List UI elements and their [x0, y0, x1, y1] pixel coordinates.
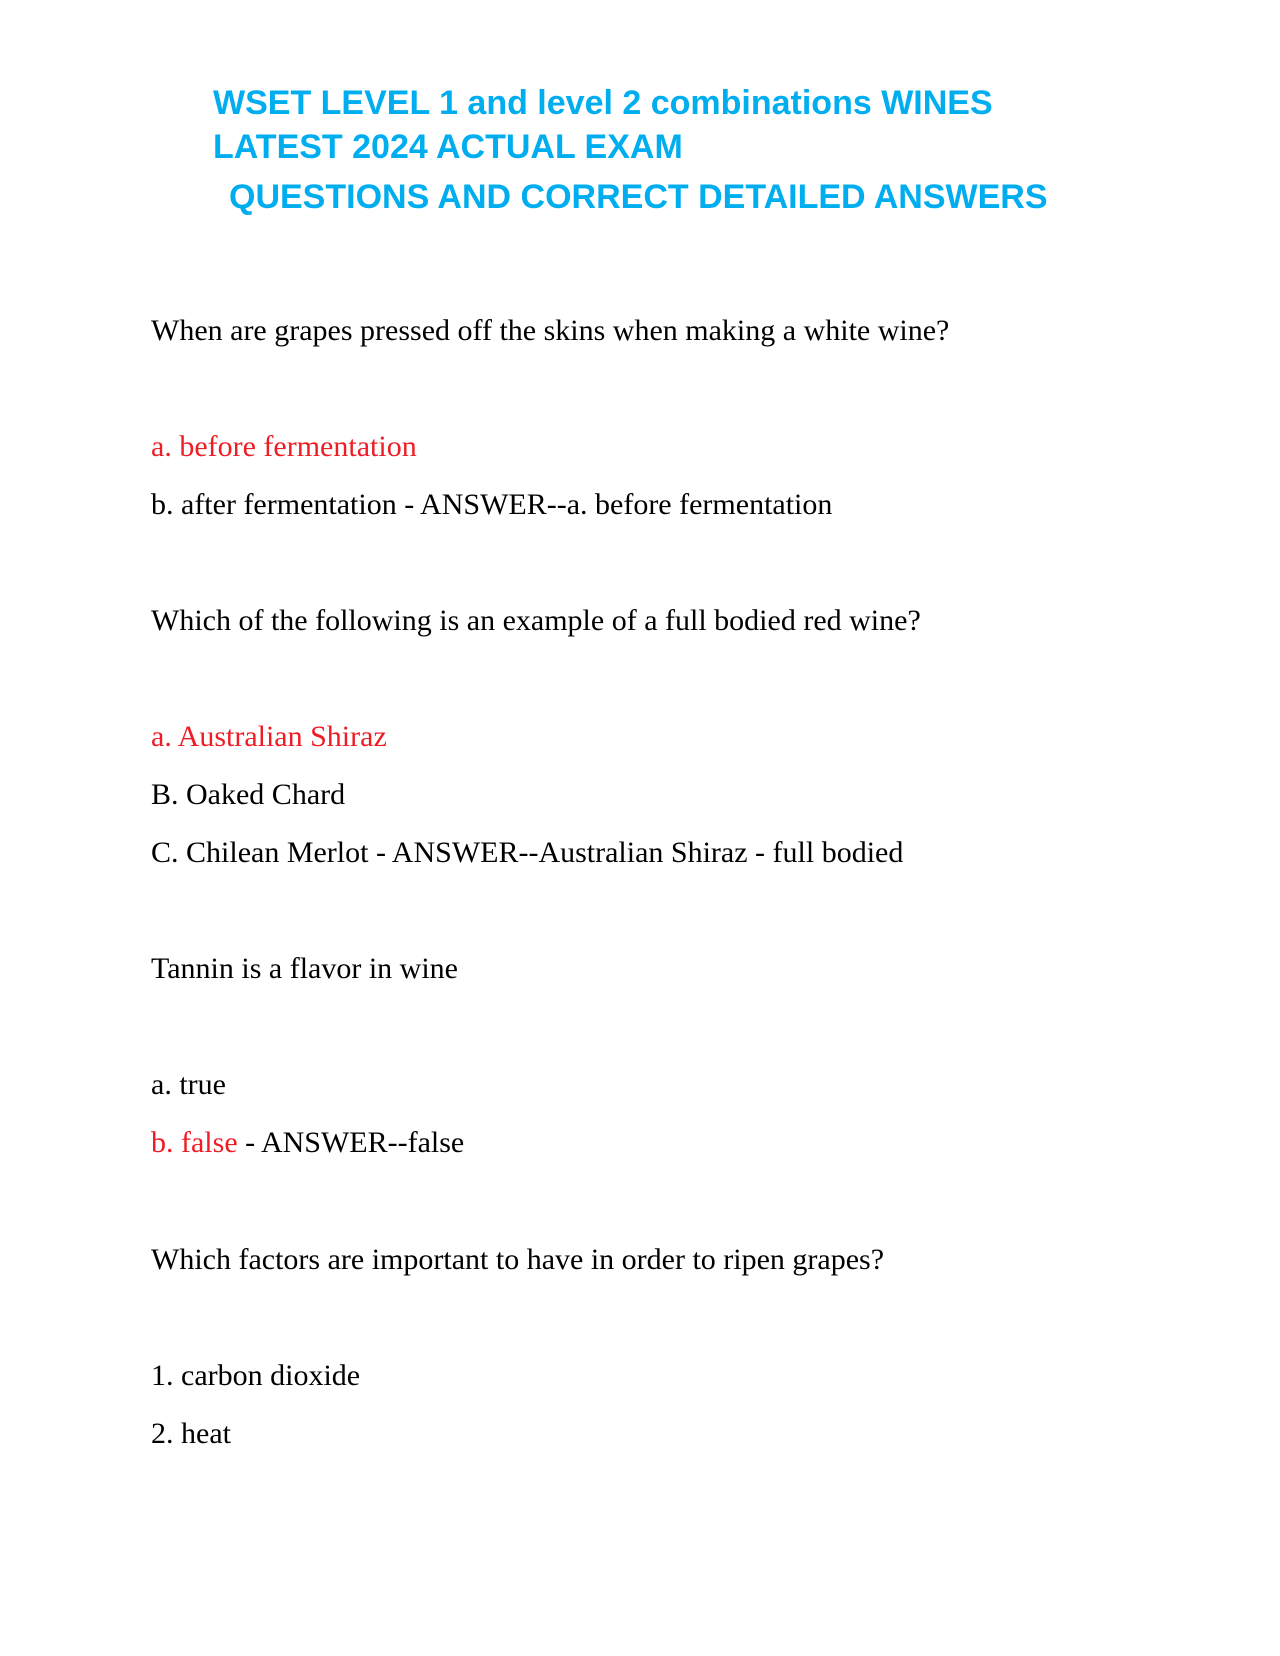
answer-option: 2. heat [151, 1417, 231, 1450]
document-title-line-3: QUESTIONS AND CORRECT DETAILED ANSWERS [229, 178, 1048, 216]
question-text: Which factors are important to have in order to ripen grapes? [151, 1243, 885, 1276]
answer-option-correct: a. before fermentation [151, 430, 417, 463]
question-text: When are grapes pressed off the skins when making a white wine? [151, 314, 950, 347]
answer-option: B. Oaked Chard [151, 778, 346, 811]
answer-option-correct: a. Australian Shiraz [151, 720, 387, 753]
answer-option-line [151, 1123, 464, 1163]
answer-option: 1. carbon dioxide [151, 1359, 361, 1392]
answer-option: b. after fermentation - ANSWER--a. before fermentation [151, 488, 833, 521]
question-text: Which of the following is an example of a full bodied red wine? [151, 604, 921, 637]
document-title-line-2: LATEST 2024 ACTUAL EXAM [213, 128, 683, 166]
question-text: Tannin is a flavor in wine [151, 952, 458, 985]
answer-option-correct: b. false [151, 1126, 238, 1159]
answer-key: - ANSWER--false [237, 1126, 465, 1159]
answer-option: C. Chilean Merlot - ANSWER--Australian Shiraz - full bodied [151, 836, 904, 869]
document-title-line-1: WSET LEVEL 1 and level 2 combinations WINES [213, 84, 993, 122]
answer-option: a. true [151, 1068, 226, 1101]
